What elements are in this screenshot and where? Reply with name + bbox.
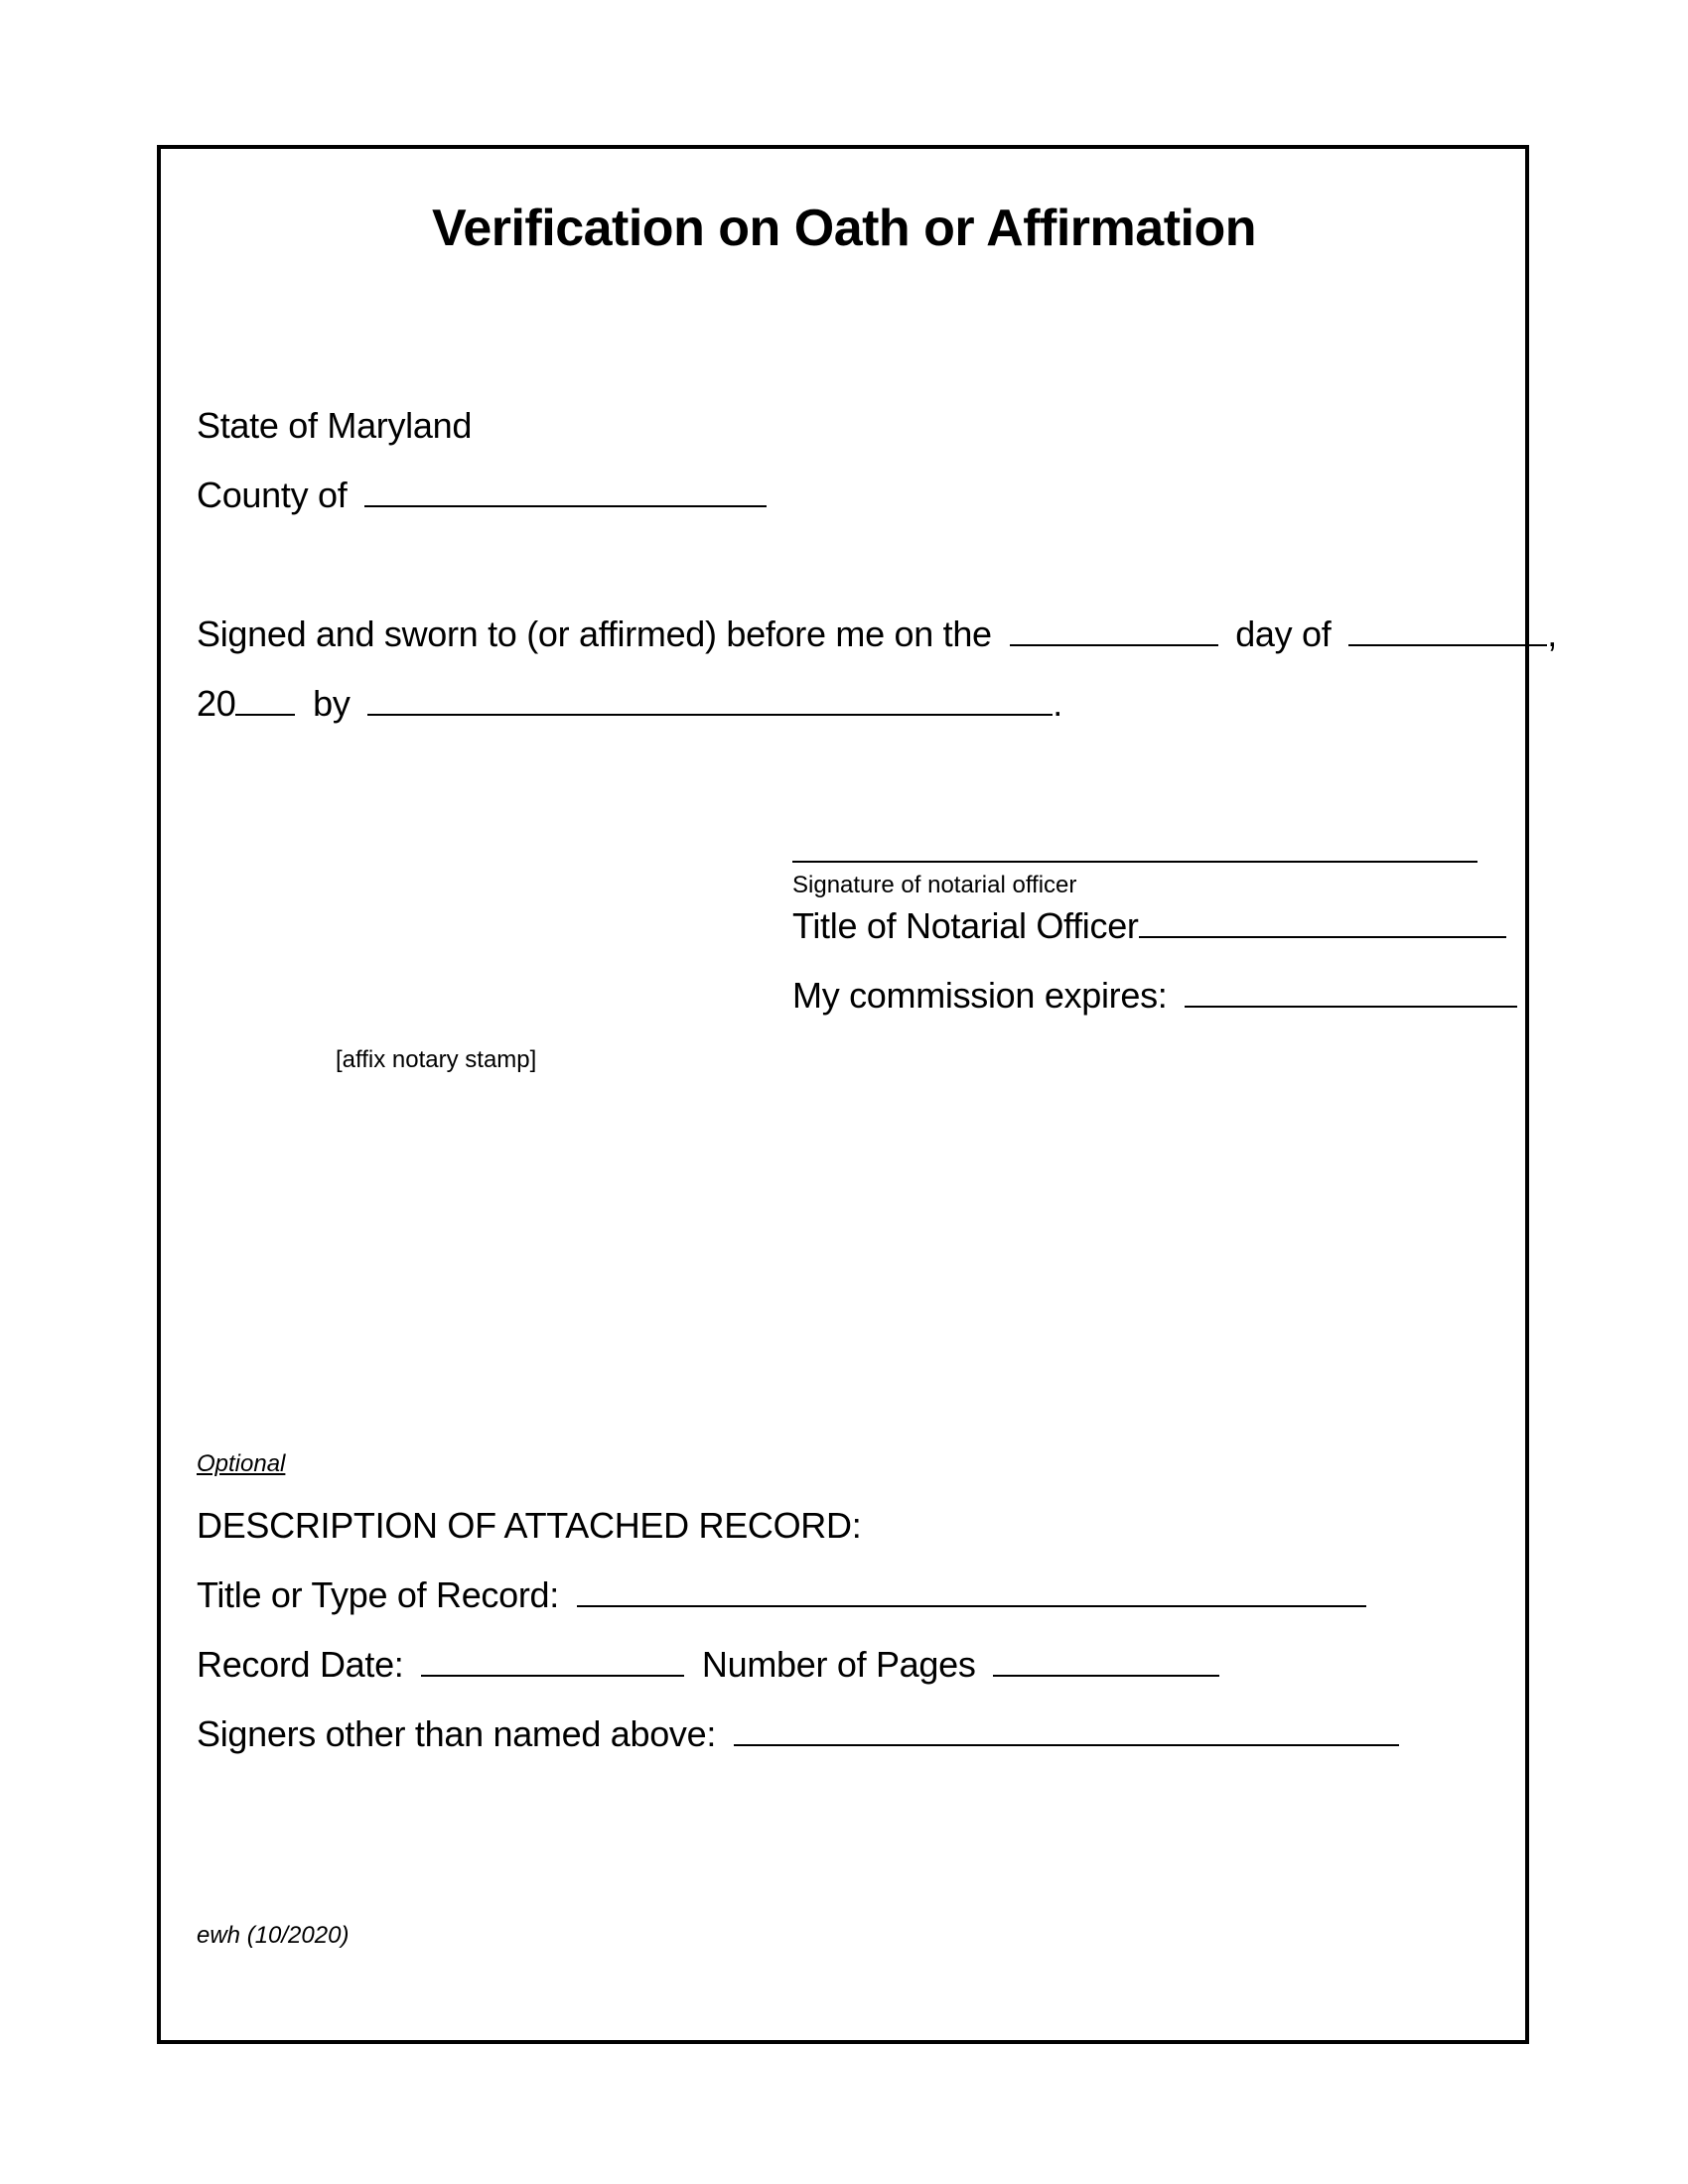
by-label: by xyxy=(313,683,351,724)
other-signers-field[interactable] xyxy=(734,1714,1399,1746)
year-field[interactable] xyxy=(235,684,295,716)
record-title-field[interactable] xyxy=(577,1575,1366,1607)
pages-field[interactable] xyxy=(993,1645,1219,1677)
state-line: State of Maryland xyxy=(197,405,473,446)
county-row xyxy=(197,474,767,517)
commission-row xyxy=(792,974,1517,1018)
other-signers-label: Signers other than named above: xyxy=(197,1713,717,1754)
officer-title-row xyxy=(792,904,1506,948)
officer-title-label: Title of Notarial Officer xyxy=(792,905,1139,946)
record-title-label: Title or Type of Record: xyxy=(197,1574,559,1615)
record-date-field[interactable] xyxy=(421,1645,684,1677)
day-of-label: day of xyxy=(1235,614,1332,654)
signature-caption: Signature of notarial officer xyxy=(792,872,1077,898)
jurat-text: Signed and sworn to (or affirmed) before me on the xyxy=(197,614,992,654)
record-title-row xyxy=(197,1573,1366,1617)
month-field[interactable] xyxy=(1348,614,1547,646)
other-signers-row xyxy=(197,1712,1399,1756)
stamp-note: [affix notary stamp] xyxy=(336,1046,537,1073)
jurat-line-1 xyxy=(197,613,1557,656)
jurat-line-2 xyxy=(197,682,1062,726)
county-field[interactable] xyxy=(364,476,767,507)
pages-label: Number of Pages xyxy=(701,1644,976,1685)
commission-label: My commission expires: xyxy=(792,975,1168,1016)
document-title: Verification on Oath or Affirmation xyxy=(432,200,1256,257)
attached-record-heading: DESCRIPTION OF ATTACHED RECORD: xyxy=(197,1505,862,1546)
day-field[interactable] xyxy=(1010,614,1218,646)
county-label: County of xyxy=(197,475,348,515)
officer-title-field[interactable] xyxy=(1139,906,1506,938)
signature-line[interactable] xyxy=(792,861,1477,863)
optional-label: Optional xyxy=(197,1450,286,1477)
record-date-row xyxy=(197,1643,1219,1687)
signer-name-field[interactable] xyxy=(367,684,1053,716)
period: . xyxy=(1053,683,1062,724)
form-revision-code: ewh (10/2020) xyxy=(197,1922,350,1949)
commission-field[interactable] xyxy=(1185,976,1517,1008)
record-date-label: Record Date: xyxy=(197,1644,404,1685)
comma: , xyxy=(1547,614,1557,654)
year-prefix: 20 xyxy=(197,683,236,724)
